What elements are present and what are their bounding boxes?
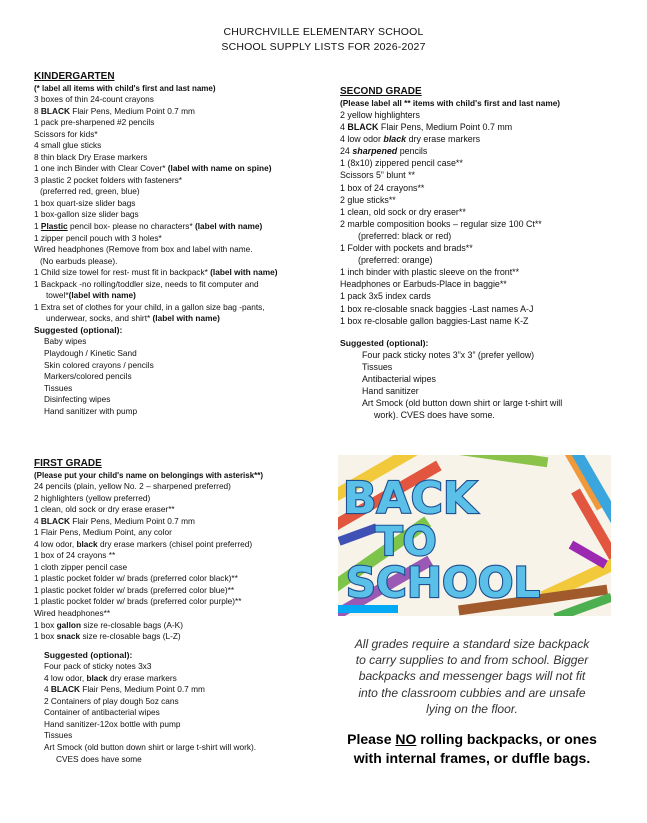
second-grade-note: (Please label all ** items with child's first and last name) bbox=[340, 98, 561, 108]
second-grade-items-line: 1 box re-closable gallon baggies-Last name K-Z bbox=[340, 315, 529, 326]
kindergarten-suggested-title: Suggested (optional): bbox=[34, 324, 123, 335]
second-grade-items-line: 1 (8x10) zippered pencil case** bbox=[340, 158, 463, 169]
second-grade-title: SECOND GRADE bbox=[340, 86, 422, 97]
back-to-school-graphic bbox=[338, 455, 611, 616]
kindergarten-suggested bbox=[34, 336, 277, 417]
warning-no: NO bbox=[395, 731, 417, 747]
second-grade-items-line: 4 low odor black dry erase markers bbox=[340, 134, 481, 145]
kindergarten-items-line: (No earbuds please). bbox=[40, 255, 118, 266]
first-grade-suggested-line: 4 low odor, black dry erase markers bbox=[44, 672, 177, 683]
first-grade-items-line: 4 BLACK Flair Pens, Medium Point 0.7 mm bbox=[34, 515, 195, 526]
first-grade-section bbox=[34, 457, 263, 765]
first-grade-suggested-line: Art Smock (old button down shirt or large t-shirt will work). bbox=[44, 742, 257, 753]
second-grade-items-line: 1 Folder with pockets and brads** bbox=[340, 243, 473, 254]
second-grade-items-line: Scissors 5” blunt ** bbox=[340, 170, 415, 181]
banner-word-to: TO bbox=[375, 519, 437, 565]
warning-line-2: with internal frames, or duffle bags. bbox=[353, 750, 591, 766]
kindergarten-items-line: towel*(label with name) bbox=[46, 290, 136, 301]
kindergarten-items-line: 1 Plastic pencil box- please no characters* (label with name) bbox=[34, 221, 263, 232]
kindergarten-items-line: 8 BLACK Flair Pens, Medium Point 0.7 mm bbox=[34, 105, 195, 116]
kindergarten-items-line: 1 pack pre-sharpened #2 pencils bbox=[34, 117, 155, 128]
kindergarten-suggested-line: Playdough / Kinetic Sand bbox=[44, 348, 137, 359]
kindergarten-items-line: 1 zipper pencil pouch with 3 holes* bbox=[34, 232, 162, 243]
first-grade-title: FIRST GRADE bbox=[34, 458, 102, 469]
second-grade-items-line: 1 clean, old sock or dry eraser** bbox=[340, 206, 466, 217]
first-grade-suggested bbox=[34, 661, 263, 765]
first-grade-items-line: Wired headphones** bbox=[34, 608, 111, 619]
second-grade-suggested-line: Tissues bbox=[362, 361, 393, 372]
second-grade-items-line: Headphones or Earbuds-Place in baggie** bbox=[340, 279, 507, 290]
first-grade-suggested-line: CVES does have some bbox=[56, 753, 142, 764]
warning-line-1: Please NO rolling backpacks, or ones bbox=[347, 731, 597, 747]
first-grade-items-line: 1 box gallon size re-closable bags (A-K) bbox=[34, 619, 183, 630]
kindergarten-items bbox=[34, 94, 277, 325]
second-grade-items-line: (preferred: black or red) bbox=[358, 230, 452, 241]
backpack-note bbox=[330, 636, 614, 717]
second-grade-suggested-line: Antibacterial wipes bbox=[362, 373, 436, 384]
backpack-note-line: lying on the floor. bbox=[426, 701, 518, 716]
first-grade-items-line: 24 pencils (plain, yellow No. 2 – sharpened preferred) bbox=[34, 481, 231, 491]
banner-word-school: SCHOOL bbox=[345, 558, 541, 607]
second-grade-items-line: 24 sharpened pencils bbox=[340, 146, 428, 157]
first-grade-suggested-line: 2 Containers of play dough 5oz cans bbox=[44, 695, 179, 706]
kindergarten-items-line: underwear, socks, and shirt* (label with name) bbox=[46, 313, 220, 324]
first-grade-suggested-line: Hand sanitizer-12ox bottle with pump bbox=[44, 718, 181, 729]
first-grade-suggested-line: Four pack of sticky notes 3x3 bbox=[44, 661, 152, 672]
second-grade-suggested-line: Hand sanitizer bbox=[362, 386, 419, 397]
kindergarten-items-line: 4 small glue sticks bbox=[34, 140, 102, 151]
first-grade-suggested-line: Tissues bbox=[44, 730, 73, 741]
backpack-note-line: backpacks and messenger bags will not fit bbox=[358, 669, 586, 684]
first-grade-items-line: 4 low odor, black dry erase markers (chisel point preferred) bbox=[34, 538, 253, 549]
backpack-note-line: All grades require a standard size backpack bbox=[354, 637, 590, 651]
kindergarten-items-line: 1 box quart-size slider bags bbox=[34, 197, 136, 208]
first-grade-items-line: 1 cloth zipper pencil case bbox=[34, 561, 128, 572]
kindergarten-items-line: 1 Backpack -no rolling/toddler size, needs to fit computer and bbox=[34, 278, 259, 289]
kindergarten-suggested-line: Skin colored crayons / pencils bbox=[44, 359, 154, 370]
backpack-note-line: into the classroom cubbies and are unsafe bbox=[358, 685, 586, 700]
first-grade-items bbox=[34, 481, 263, 643]
kindergarten-items-line: (preferred red, green, blue) bbox=[40, 186, 140, 197]
backpack-warning bbox=[322, 730, 622, 768]
kindergarten-note: (* label all items with child's first and last name) bbox=[34, 84, 216, 93]
backpack-note-line: to carry supplies to and from school. Bigger bbox=[355, 653, 589, 668]
kindergarten-title: KINDERGARTEN bbox=[34, 71, 115, 82]
kindergarten-suggested-line: Baby wipes bbox=[44, 336, 87, 347]
first-grade-items-line: 1 Flair Pens, Medium Point, any color bbox=[34, 527, 172, 538]
banner-word-back: BACK bbox=[343, 473, 477, 524]
kindergarten-items-line: 1 Child size towel for rest- must fit in backpack* (label with name) bbox=[34, 267, 278, 278]
back-to-school-banner bbox=[338, 455, 611, 616]
kindergarten-items-line: 1 box-gallon size slider bags bbox=[34, 209, 139, 220]
first-grade-items-line: 1 box of 24 crayons ** bbox=[34, 550, 116, 561]
first-grade-items-line: 2 highlighters (yellow preferred) bbox=[34, 492, 151, 503]
second-grade-items-line: 1 box of 24 crayons** bbox=[340, 182, 425, 193]
kindergarten-items-line: 3 plastic 2 pocket folders with fasteners* bbox=[34, 174, 183, 185]
first-grade-items-line: 1 box snack size re-closable bags (L-Z) bbox=[34, 631, 181, 642]
list-title: SCHOOL SUPPLY LISTS FOR 2026-2027 bbox=[221, 41, 426, 53]
second-grade-items-line: 2 marble composition books – regular size 100 Ct** bbox=[340, 218, 542, 229]
second-grade-suggested bbox=[340, 349, 562, 422]
second-grade-suggested-line: Art Smock (old button down shirt or large t-shirt will bbox=[362, 398, 563, 409]
second-grade-section bbox=[340, 85, 562, 421]
kindergarten-items-line: Wired headphones (Remove from box and label with name. bbox=[34, 244, 253, 255]
first-grade-items-line: 1 plastic pocket folder w/ brads (preferred color purple)** bbox=[34, 596, 242, 607]
second-grade-items-line: (preferred: orange) bbox=[358, 255, 433, 266]
kindergarten-suggested-line: Tissues bbox=[44, 382, 73, 393]
second-grade-items-line: 1 box re-closable snack baggies -Last names A-J bbox=[340, 303, 534, 314]
kindergarten-items-line: 1 Extra set of clothes for your child, in a gallon size bag -pants, bbox=[34, 301, 265, 312]
kindergarten-suggested-line: Hand sanitizer with pump bbox=[44, 405, 138, 416]
kindergarten-items-line: 1 one inch Binder with Clear Cover* (label with name on spine) bbox=[34, 163, 272, 174]
kindergarten-suggested-line: Disinfecting wipes bbox=[44, 394, 111, 405]
kindergarten-items-line: 8 thin black Dry Erase markers bbox=[34, 151, 148, 162]
school-name: CHURCHVILLE ELEMENTARY SCHOOL bbox=[223, 26, 424, 38]
second-grade-items-line: 2 glue sticks** bbox=[340, 194, 396, 205]
first-grade-note: (Please put your child's name on belongings with asterisk**) bbox=[34, 471, 264, 480]
second-grade-items-line: 2 yellow highlighters bbox=[340, 110, 420, 120]
second-grade-suggested-line: Four pack sticky notes 3”x 3” (prefer yellow) bbox=[362, 349, 535, 360]
kindergarten-section bbox=[34, 70, 277, 417]
second-grade-items-line: 1 pack 3x5 index cards bbox=[340, 291, 431, 302]
first-grade-items-line: 1 plastic pocket folder w/ brads (preferred color blue)** bbox=[34, 584, 235, 595]
first-grade-suggested-line: Container of antibacterial wipes bbox=[44, 707, 160, 718]
first-grade-suggested-line: 4 BLACK Flair Pens, Medium Point 0.7 mm bbox=[44, 684, 205, 695]
second-grade-items bbox=[340, 109, 562, 327]
kindergarten-items-line: 3 boxes of thin 24-count crayons bbox=[34, 94, 154, 104]
first-grade-suggested-title: Suggested (optional): bbox=[44, 649, 133, 660]
second-grade-items-line: 1 inch binder with plastic sleeve on the front** bbox=[340, 267, 520, 278]
second-grade-suggested-title: Suggested (optional): bbox=[340, 337, 429, 348]
kindergarten-suggested-line: Markers/colored pencils bbox=[44, 371, 132, 382]
first-grade-items-line: 1 plastic pocket folder w/ brads (preferred color black)** bbox=[34, 573, 238, 584]
second-grade-items-line: 4 BLACK Flair Pens, Medium Point 0.7 mm bbox=[340, 122, 513, 133]
first-grade-items-line: 1 clean, old sock or dry erase eraser** bbox=[34, 504, 175, 515]
second-grade-suggested-line: work). CVES does have some. bbox=[374, 410, 495, 421]
kindergarten-items-line: Scissors for kids* bbox=[34, 128, 98, 139]
